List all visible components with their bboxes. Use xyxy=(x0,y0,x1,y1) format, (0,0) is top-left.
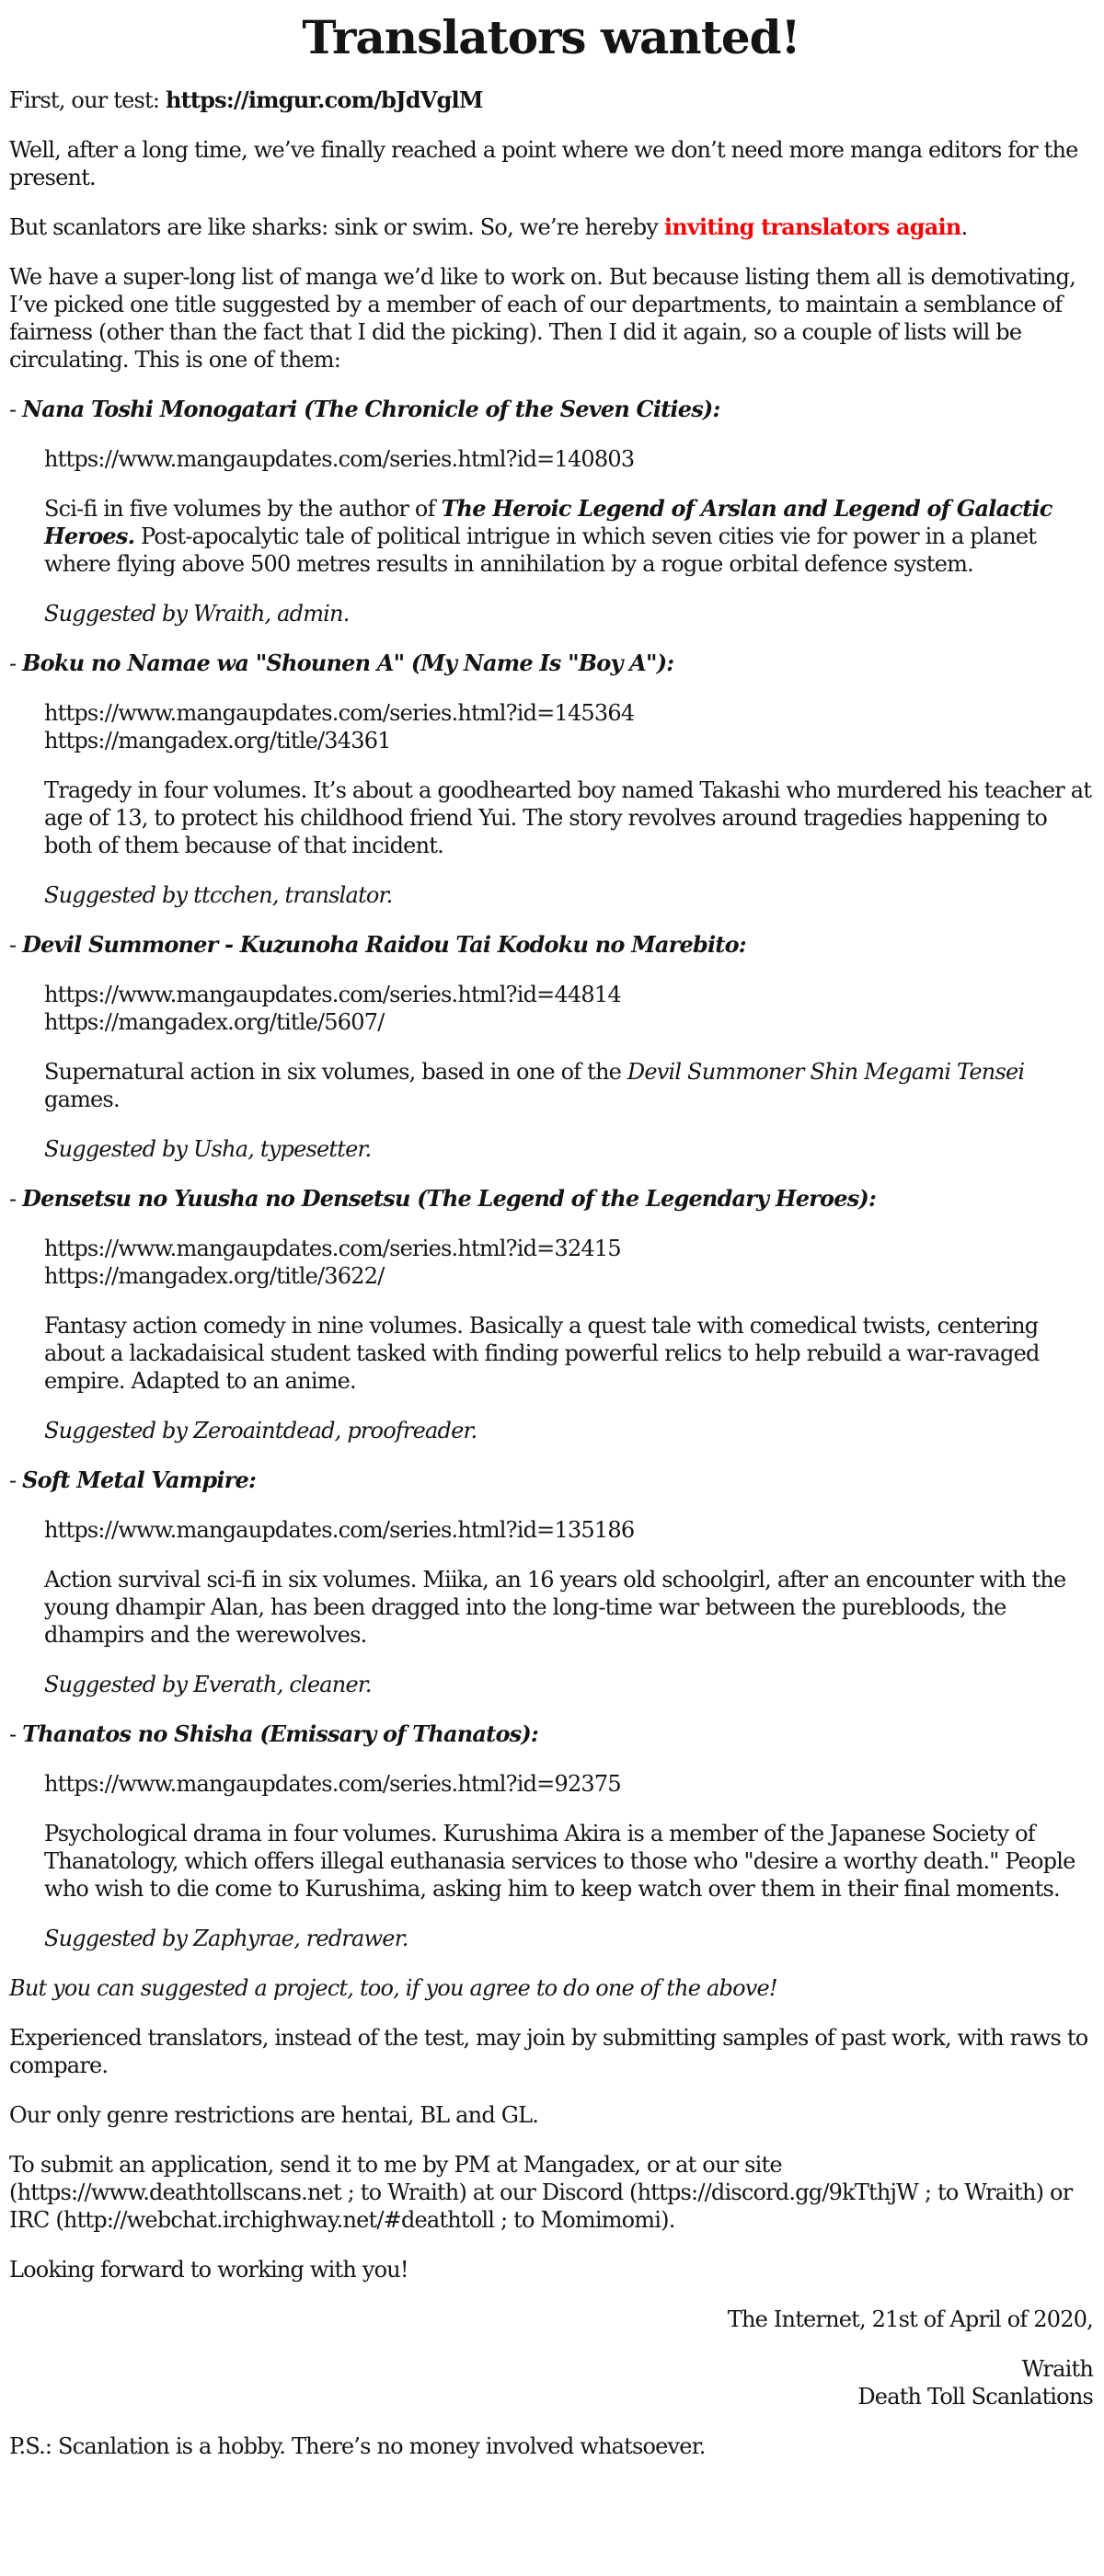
signature-name: Wraith xyxy=(1021,2356,1093,2382)
postscript: P.S.: Scanlation is a hobby. There’s no money involved whatsoever. xyxy=(9,2433,706,2459)
series-link: https://mangadex.org/title/5607/ xyxy=(44,1009,385,1035)
series-bullet: - xyxy=(9,1721,23,1747)
series-section xyxy=(9,1466,1093,1698)
series-link: https://mangadex.org/title/34361 xyxy=(44,728,391,753)
series-link: https://www.mangaupdates.com/series.html?id=44814 xyxy=(44,982,621,1007)
suggested-by: Suggested by ttcchen, translator. xyxy=(44,882,393,908)
series-links xyxy=(9,445,1093,473)
series-bullet: - xyxy=(9,1467,23,1493)
series-description xyxy=(9,1058,1093,1113)
test-url: https://imgur.com/bJdVglM xyxy=(165,86,483,113)
series-section xyxy=(9,931,1093,1163)
description-emphasis: Devil Summoner Shin Megami Tensei xyxy=(627,1059,1025,1085)
description-text: Action survival sci-fi in six volumes. Miika, an 16 years old schoolgirl, after an encounter with the young dhampir Alan, has been dragged into the long-time war between the purebloods, the dhampirs and the werewolves. xyxy=(44,1567,1066,1648)
suggested-by: Suggested by Usha, typesetter. xyxy=(44,1136,372,1162)
series-bullet: - xyxy=(9,650,23,676)
series-title: Boku no Namae wa "Shounen A" (My Name Is "Boy A"): xyxy=(22,650,674,676)
series-description xyxy=(9,1566,1093,1649)
series-link: https://www.mangaupdates.com/series.html?id=32415 xyxy=(44,1236,621,1261)
signature-group: Death Toll Scanlations xyxy=(857,2384,1093,2409)
suggested-by: Suggested by Zaphyrae, redrawer. xyxy=(44,1926,408,1951)
outro-genres: Our only genre restrictions are hentai, BL and GL. xyxy=(9,2102,539,2128)
series-link: https://www.mangaupdates.com/series.html?id=135186 xyxy=(44,1517,635,1543)
series-link: https://www.mangaupdates.com/series.html?id=145364 xyxy=(44,700,635,726)
intro-paragraph-sharks xyxy=(9,213,1093,241)
series-section xyxy=(9,1185,1093,1444)
series-section xyxy=(9,396,1093,627)
series-bullet: - xyxy=(9,397,23,422)
description-emphasis: The Heroic Legend of Arslan and Legend of Galactic Heroes. xyxy=(44,495,1052,549)
suggested-by: Suggested by Wraith, admin. xyxy=(44,601,350,627)
series-title: Soft Metal Vampire: xyxy=(22,1466,257,1493)
series-title-line xyxy=(9,1466,1093,1494)
inviting-translators-highlight: inviting translators again xyxy=(663,213,961,240)
series-links xyxy=(9,1516,1093,1544)
series-bullet: - xyxy=(9,932,23,958)
description-text: Sci-fi in five volumes by the author of xyxy=(44,496,442,522)
intro-test-prefix: First, our test: xyxy=(9,87,166,113)
series-title: Devil Summoner - Kuzunoha Raidou Tai Kodoku no Marebito: xyxy=(22,931,746,958)
series-bullet: - xyxy=(9,1186,23,1212)
outro-apply: To submit an application, send it to me by PM at Mangadex, or at our site (https://www.deathtollscans.net ; to Wraith) at our Discord (https://discord.gg/9kTthjW ; to Wraith) or IRC (http://webchat.irchighway.net/#deathtoll ; to Momimomi). xyxy=(9,2152,1073,2233)
description-text: Supernatural action in six volumes, based in one of the xyxy=(44,1059,627,1085)
series-links xyxy=(9,1770,1093,1798)
series-title: Densetsu no Yuusha no Densetsu (The Legend of the Legendary Heroes): xyxy=(22,1185,877,1212)
outro-experienced: Experienced translators, instead of the test, may join by submitting samples of past work, with raws to compare. xyxy=(9,2025,1088,2078)
series-link: https://mangadex.org/title/3622/ xyxy=(44,1263,385,1289)
series-title-line xyxy=(9,396,1093,423)
description-text: Tragedy in four volumes. It’s about a goodhearted boy named Takashi who murdered his teacher at age of 13, to protect his childhood friend Yui. The story revolves around tragedies happening to both of them because of that incident. xyxy=(44,777,1092,858)
series-links xyxy=(9,981,1093,1036)
series-link: https://www.mangaupdates.com/series.html?id=92375 xyxy=(44,1771,621,1797)
series-title-line xyxy=(9,1185,1093,1213)
description-text: games. xyxy=(44,1087,120,1112)
description-text: Post-apocalytic tale of political intrigue in which seven cities vie for power in a planet where flying above 500 metres results in annihilation by a rogue orbital defence system. xyxy=(44,523,1037,577)
description-text: Fantasy action comedy in nine volumes. Basically a quest tale with comedical twists, centering about a lackadaisical student tasked with finding powerful relics to help rebuild a war-ravaged empire. Adapted to an anime. xyxy=(44,1313,1040,1394)
series-title-line xyxy=(9,650,1093,677)
series-title-line xyxy=(9,931,1093,959)
outro-looking-forward: Looking forward to working with you! xyxy=(9,2257,408,2283)
signature-block xyxy=(9,2355,1093,2410)
suggested-by: Suggested by Zeroaintdead, proofreader. xyxy=(44,1418,477,1443)
intro-paragraph-list: We have a super-long list of manga we’d like to work on. But because listing them all is demotivating, I’ve picked one title suggested by a member of each of our departments, to maintain a semblance of fairness (other than the fact that I did the picking). Then I did it again, so a couple of lists will be circulating. This is one of them: xyxy=(9,264,1075,373)
series-description xyxy=(9,1820,1093,1903)
series-link: https://www.mangaupdates.com/series.html?id=140803 xyxy=(44,446,635,472)
series-description xyxy=(9,1312,1093,1395)
series-description xyxy=(9,776,1093,859)
outro-suggest-too: But you can suggested a project, too, if you agree to do one of the above! xyxy=(9,1975,777,2001)
series-links xyxy=(9,1235,1093,1290)
page-title: Translators wanted! xyxy=(302,10,800,64)
series-title: Nana Toshi Monogatari (The Chronicle of the Seven Cities): xyxy=(22,396,720,422)
signature-dateline: The Internet, 21st of April of 2020, xyxy=(727,2306,1093,2332)
series-title-line xyxy=(9,1720,1093,1748)
series-title: Thanatos no Shisha (Emissary of Thanatos): xyxy=(22,1720,538,1747)
description-text: Psychological drama in four volumes. Kurushima Akira is a member of the Japanese Society of Thanatology, which offers illegal euthanasia services to those who "desire a worthy death." People who wish to die come to Kurushima, asking him to keep watch over them in their final moments. xyxy=(44,1821,1075,1902)
series-links xyxy=(9,699,1093,754)
suggested-by: Suggested by Everath, cleaner. xyxy=(44,1672,372,1697)
sharks-suffix: . xyxy=(960,214,968,240)
intro-test-line xyxy=(9,86,1093,114)
series-section xyxy=(9,650,1093,909)
series-section xyxy=(9,1720,1093,1952)
sharks-prefix: But scanlators are like sharks: sink or swim. So, we’re hereby xyxy=(9,214,664,240)
series-description xyxy=(9,495,1093,578)
intro-paragraph-editors: Well, after a long time, we’ve finally reached a point where we don’t need more manga editors for the present. xyxy=(9,137,1078,190)
